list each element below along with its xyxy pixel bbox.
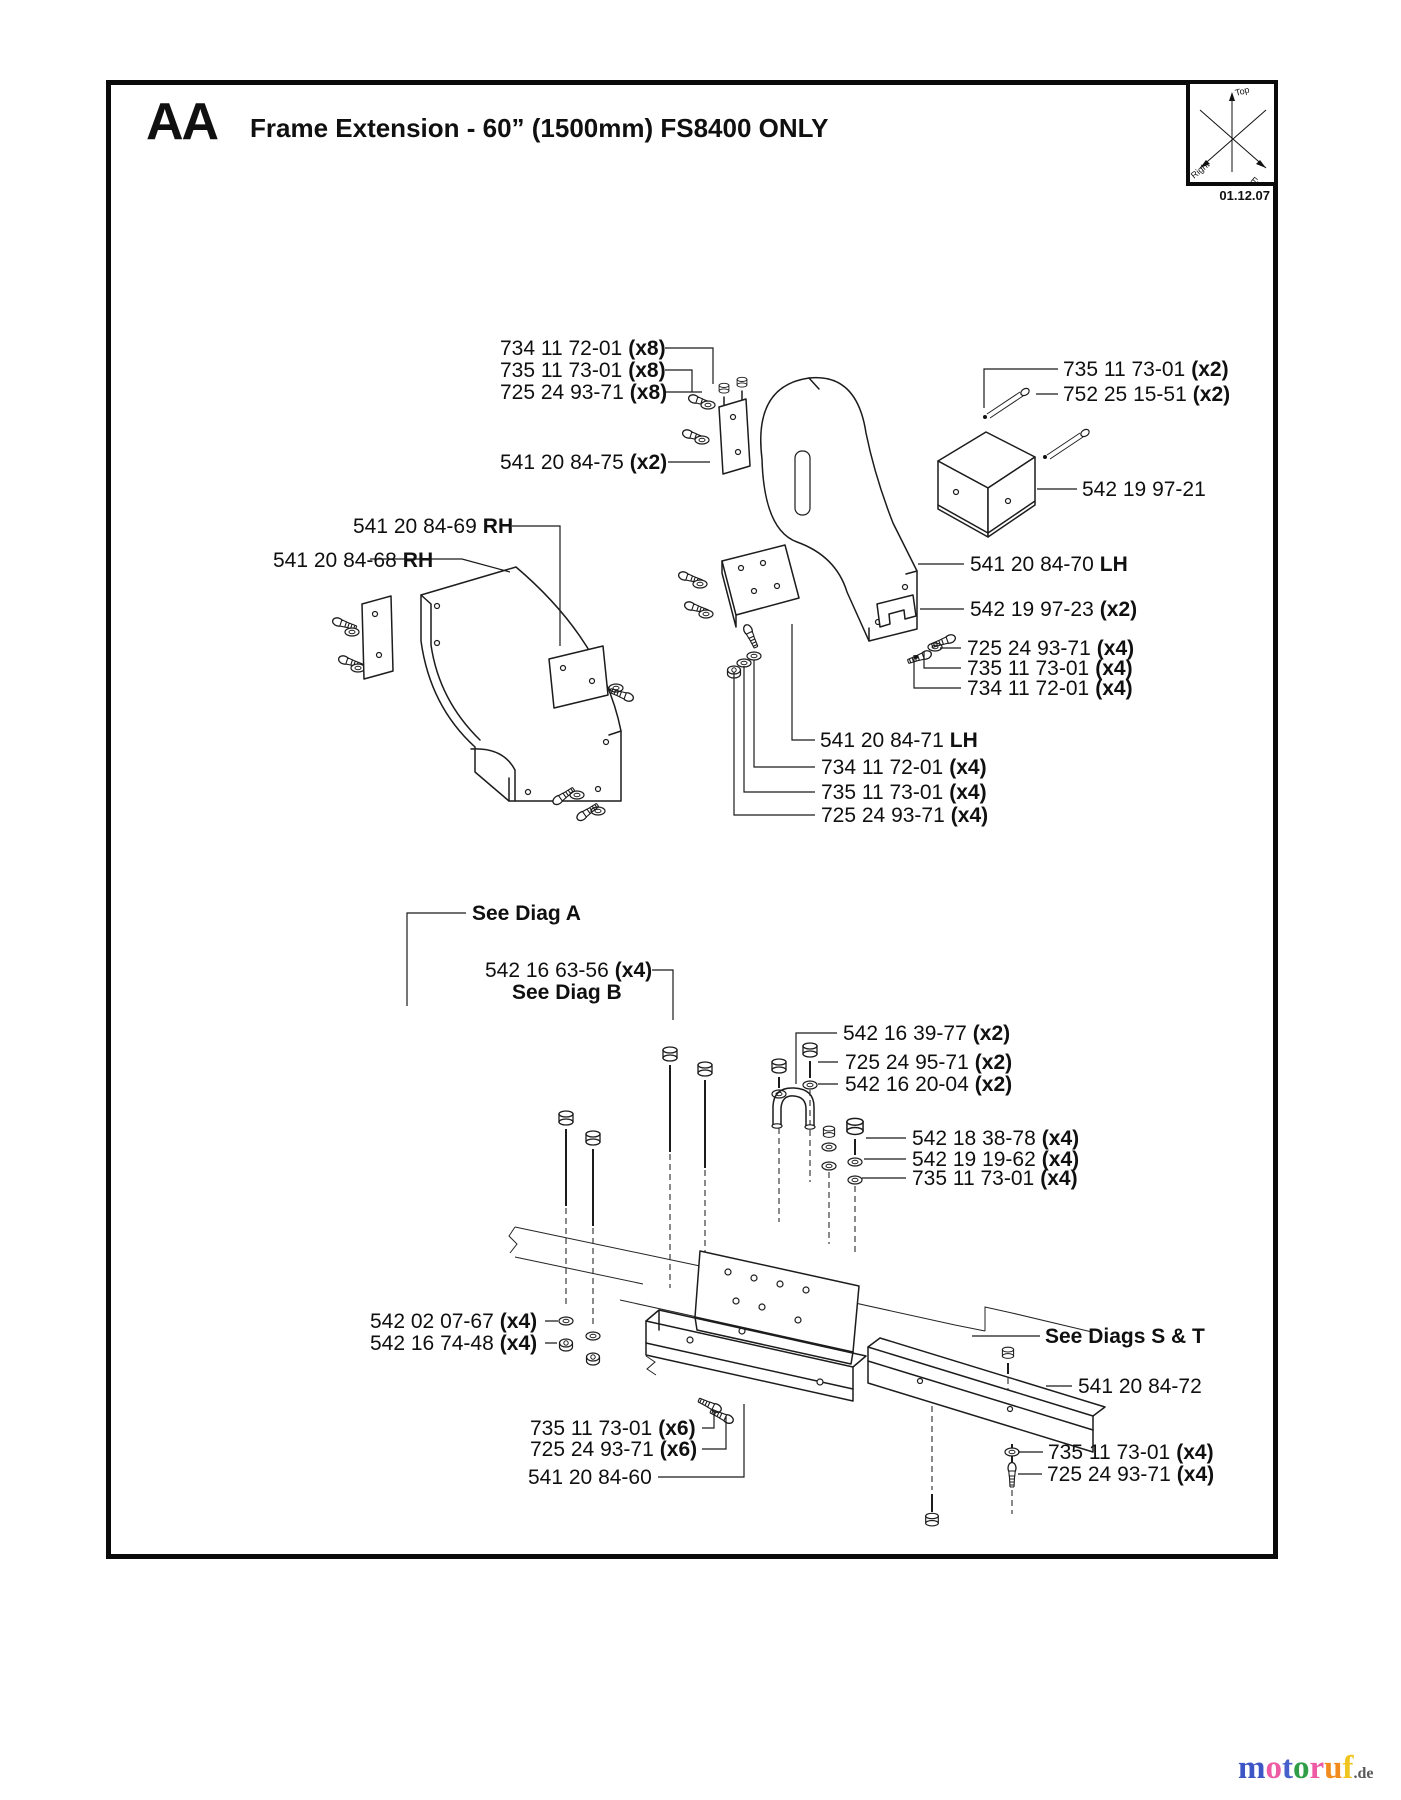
callout-5421919-62-x4: 542 19 19-62 (x4) (912, 1148, 1080, 1171)
callout-7351173-01-x4: 735 11 73-01 (x4) (967, 657, 1133, 680)
revision-date: 01.12.07 (1219, 188, 1270, 203)
callout-5412084-60: 541 20 84-60 (528, 1466, 652, 1489)
callout-5412084-75: 541 20 84-75 (x2) (500, 451, 668, 474)
section-code: AA (146, 93, 218, 151)
watermark-letter: r (1309, 1750, 1325, 1786)
part-plate-541208471 (678, 545, 799, 678)
part-bracket-542199721 (938, 387, 1091, 537)
callout-5421663-56-x4: 542 16 63-56 (x4) (485, 959, 653, 982)
callout-7252493-71-x4-b: 725 24 93-71 (x4) (821, 804, 989, 827)
callout-7252493-71-x4: 725 24 93-71 (x4) (967, 637, 1135, 660)
part-side-plate-left (332, 596, 393, 679)
watermark-letter: f (1342, 1750, 1354, 1786)
callout-5412084-71-lh: 541 20 84-71 LH (820, 729, 978, 752)
page-title: Frame Extension - 60” (1500mm) FS8400 ONLY (250, 113, 829, 143)
callout-7351173-01-x8: 735 11 73-01 (x8) (500, 359, 666, 382)
watermark-letter: o (1265, 1750, 1282, 1786)
callout-5421674-48-x4: 542 16 74-48 (x4) (370, 1332, 538, 1355)
callout-7341172-01-x4-b: 734 11 72-01 (x4) (821, 756, 987, 779)
callout-5421620-04-x2: 542 16 20-04 (x2) (845, 1073, 1013, 1096)
part-side-plate-right (549, 646, 635, 708)
callout-7341172-01-x4: 734 11 72-01 (x4) (967, 677, 1133, 700)
axis-label-top: Top (1233, 84, 1251, 98)
callout-5412084-72: 541 20 84-72 (1078, 1375, 1202, 1398)
motoruf-watermark-logo (1238, 1750, 1374, 1787)
note-see-diag-a: See Diag A (472, 902, 581, 925)
axis-label-right: Right (1190, 159, 1212, 181)
callout-7341172-01-x8: 734 11 72-01 (x8) (500, 337, 666, 360)
watermark-letter: u (1324, 1750, 1343, 1786)
callout-7351173-01-x4-d: 735 11 73-01 (x4) (1048, 1441, 1214, 1464)
callout-7252493-71-x6: 725 24 93-71 (x6) (530, 1438, 698, 1461)
callout-5421997-23-x2: 542 19 97-23 (x2) (970, 598, 1138, 621)
callout-5412084-68-rh: 541 20 84-68 RH (273, 549, 434, 572)
callout-7351173-01-x4-b: 735 11 73-01 (x4) (821, 781, 987, 804)
callout-5412084-69-rh: 541 20 84-69 RH (353, 515, 514, 538)
callout-7351173-01-x4-c: 735 11 73-01 (x4) (912, 1167, 1078, 1190)
callout-5420207-67-x4: 542 02 07-67 (x4) (370, 1310, 538, 1333)
note-see-diag-b: See Diag B (512, 981, 622, 1004)
callout-7351173-01-x6: 735 11 73-01 (x6) (530, 1417, 696, 1440)
callout-7252495-71-x2: 725 24 95-71 (x2) (845, 1051, 1013, 1074)
callout-5421639-77-x2: 542 16 39-77 (x2) (843, 1022, 1011, 1045)
note-see-diags-s-t: See Diags S & T (1045, 1325, 1205, 1348)
watermark-letter: m (1238, 1750, 1266, 1786)
callout-5421997-21: 542 19 97-21 (1082, 478, 1206, 501)
callout-7522515-51-x2: 752 25 15-51 (x2) (1063, 383, 1231, 406)
watermark-letter: o (1293, 1750, 1310, 1786)
watermark-letter: t (1282, 1750, 1293, 1786)
callout-7351173-01-x2: 735 11 73-01 (x2) (1063, 358, 1229, 381)
callout-5412084-70-lh: 541 20 84-70 LH (970, 553, 1128, 576)
callout-5421838-78-x4: 542 18 38-78 (x4) (912, 1127, 1080, 1150)
watermark-suffix: .de (1353, 1765, 1374, 1782)
callout-7252493-71-x8: 725 24 93-71 (x8) (500, 381, 668, 404)
callout-7252493-71-x4-d: 725 24 93-71 (x4) (1047, 1463, 1215, 1486)
